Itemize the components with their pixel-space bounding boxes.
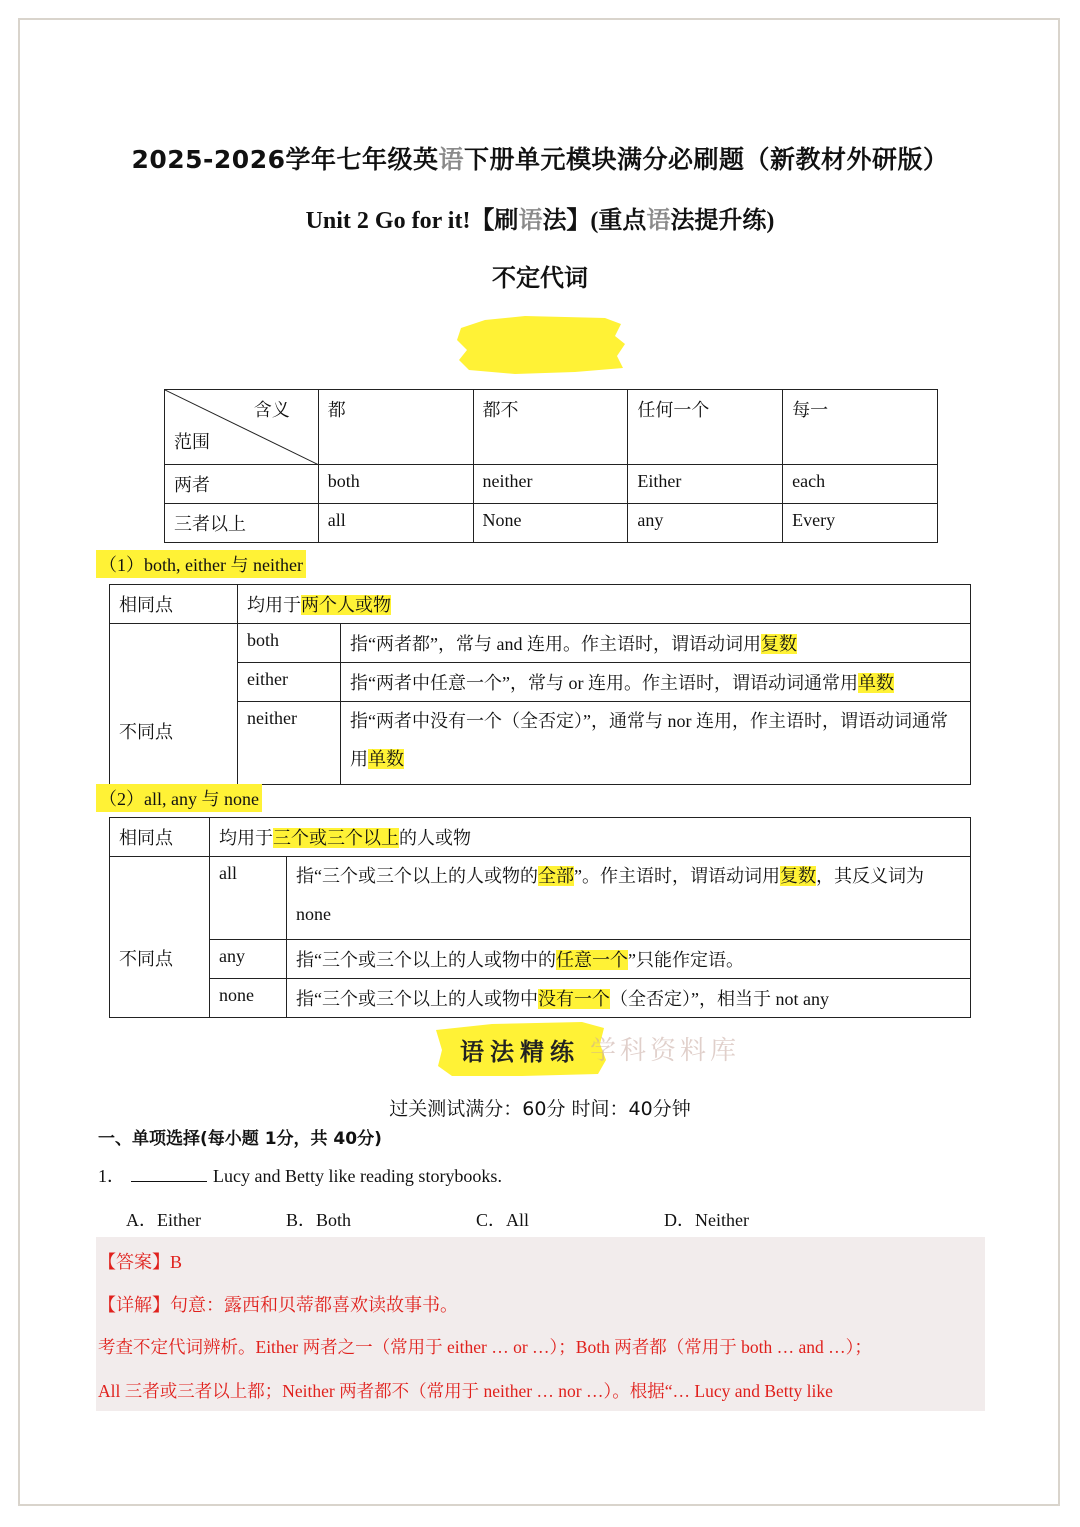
part-title: 一、单项选择(每小题 1分，共 40分) xyxy=(98,1129,382,1149)
section1-heading: （1）both, either 与 neither xyxy=(96,550,306,578)
description-cell: 指“两者中任意一个”，常与 or 连用。作主语时，谓语动词通常用单数 xyxy=(341,663,971,702)
description-cell: 指“两者中没有一个（全否定）”，通常与 nor 连用，作主语时，谓语动词通常用单数 xyxy=(341,702,971,785)
table-cell: each xyxy=(783,465,938,504)
column-header: 任何一个 xyxy=(628,390,783,465)
corner-top-label: 含义 xyxy=(253,400,290,420)
answer-blank[interactable] xyxy=(131,1165,207,1182)
unit-title: Unit 2 Go for it!【刷语法】(重点语法提升练) xyxy=(305,208,775,234)
table-row xyxy=(110,979,971,1018)
topic-title: 不定代词 xyxy=(492,264,588,292)
column-header: 都 xyxy=(318,390,473,465)
table-row xyxy=(110,663,971,702)
table-row xyxy=(110,624,971,663)
section2-table xyxy=(109,817,971,1018)
question-1: 1． Lucy and Betty like reading storybooks. xyxy=(98,1166,502,1186)
document-title: 2025-2026学年七年级英语下册单元模块满分必刷题（新教材外研版） xyxy=(131,145,949,174)
watermark-text: 学科资料库 xyxy=(590,1036,741,1066)
column-header: 都不 xyxy=(473,390,628,465)
word-cell: both xyxy=(238,624,341,663)
same-content: 均用于三个或三个以上的人或物 xyxy=(210,818,971,857)
table-row xyxy=(165,504,938,543)
table-cell: both xyxy=(318,465,473,504)
table-cell: None xyxy=(473,504,628,543)
description-cell: 指“两者都”，常与 and 连用。作主语时，谓语动词用复数 xyxy=(341,624,971,663)
word-cell: either xyxy=(238,663,341,702)
detail-line: 【详解】句意：露西和贝蒂都喜欢读故事书。 xyxy=(98,1295,458,1315)
table-row xyxy=(110,857,971,940)
corner-cell xyxy=(165,390,319,465)
option-d[interactable]: D．Neither xyxy=(664,1210,749,1230)
table-cell: any xyxy=(628,504,783,543)
word-cell: any xyxy=(210,940,287,979)
table-cell: Either xyxy=(628,465,783,504)
row-label: 两者 xyxy=(165,465,319,504)
analysis-line-1: 考查不定代词辨析。Either 两者之一（常用于 either … or …）；Both 两者都（常用于 both … and …）； xyxy=(98,1337,872,1357)
section1-table xyxy=(109,584,971,785)
analysis-line-2: All 三者或三者以上都；Neither 两者都不（常用于 neither … nor …）。根据“… Lucy and Betty like xyxy=(98,1381,833,1401)
description-cell: 指“三个或三个以上的人或物的全部”。作主语时，谓语动词用复数，其反义词为 none xyxy=(287,857,971,940)
table-cell: all xyxy=(318,504,473,543)
description-cell: 指“三个或三个以上的人或物中没有一个（全否定）”，相当于 not any xyxy=(287,979,971,1018)
table-cell: Every xyxy=(783,504,938,543)
diff-label: 不同点 xyxy=(110,624,238,785)
description-cell: 指“三个或三个以上的人或物中的任意一个”只能作定语。 xyxy=(287,940,971,979)
word-cell: neither xyxy=(238,702,341,785)
word-cell: all xyxy=(210,857,287,940)
same-label: 相同点 xyxy=(110,585,238,624)
option-b[interactable]: B．Both xyxy=(286,1210,352,1230)
highlight-brush-decoration xyxy=(455,314,627,376)
table-row xyxy=(110,702,971,785)
same-label: 相同点 xyxy=(110,818,210,857)
same-content: 均用于两个人或物 xyxy=(238,585,971,624)
section2-heading: （2）all, any 与 none xyxy=(96,784,262,812)
diff-label: 不同点 xyxy=(110,857,210,1018)
test-meta: 过关测试满分：60分 时间：40分钟 xyxy=(389,1098,691,1120)
option-a[interactable]: A．Either xyxy=(126,1210,201,1230)
table-row xyxy=(165,465,938,504)
table-cell: neither xyxy=(473,465,628,504)
row-label: 三者以上 xyxy=(165,504,319,543)
practice-badge-label: 语法精练 xyxy=(460,1038,580,1066)
table-row xyxy=(110,940,971,979)
overview-table xyxy=(164,389,938,543)
answer-line: 【答案】B xyxy=(98,1252,183,1272)
option-c[interactable]: C．All xyxy=(476,1210,530,1230)
corner-bottom-label: 范围 xyxy=(174,432,210,452)
word-cell: none xyxy=(210,979,287,1018)
practice-badge xyxy=(432,1020,608,1078)
column-header: 每一 xyxy=(783,390,938,465)
